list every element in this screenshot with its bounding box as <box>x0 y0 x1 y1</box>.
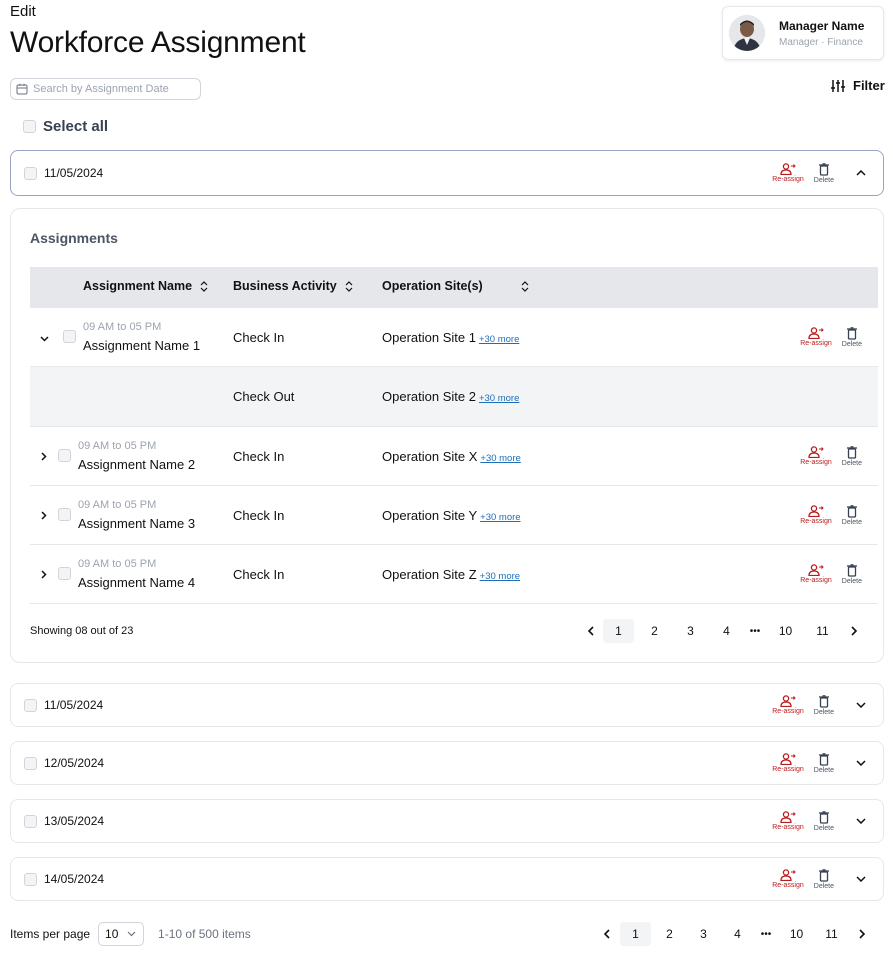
delete-button[interactable] <box>814 163 834 184</box>
assignment-name: Assignment Name 2 <box>78 457 196 472</box>
reassign-button[interactable] <box>772 753 804 773</box>
table-row[interactable] <box>30 545 878 604</box>
delete-label: Delete <box>841 518 862 526</box>
delete-button[interactable] <box>814 869 834 890</box>
sliders-icon <box>830 79 846 93</box>
chevron-left-icon <box>587 626 594 636</box>
chevron-right-icon <box>41 511 47 520</box>
row-checkbox[interactable] <box>58 449 71 462</box>
operation-site: Operation Site Z +30 more <box>382 567 521 582</box>
delete-button[interactable] <box>842 505 862 526</box>
chevron-down-icon <box>856 818 866 824</box>
search-box[interactable] <box>10 78 201 100</box>
date-group-header[interactable] <box>10 150 884 196</box>
page-button[interactable]: 1 <box>603 619 634 643</box>
person-avatar-icon <box>729 15 765 51</box>
more-sites-link[interactable]: +30 more <box>478 393 520 404</box>
edit-label: Edit <box>10 3 36 20</box>
user-reassign-icon <box>808 505 824 517</box>
more-sites-link[interactable]: +30 more <box>478 334 520 345</box>
row-expander[interactable] <box>38 333 50 345</box>
chevron-right-icon <box>851 626 858 636</box>
filter-label: Filter <box>853 78 885 93</box>
panel-pagination <box>577 619 869 643</box>
assignment-name: Assignment Name 3 <box>78 516 196 531</box>
delete-label: Delete <box>813 708 834 716</box>
delete-button[interactable] <box>814 753 834 774</box>
delete-button[interactable] <box>814 695 834 716</box>
delete-button[interactable] <box>842 564 862 585</box>
chevron-down-icon <box>40 336 49 342</box>
next-page-button[interactable] <box>848 922 876 946</box>
chevron-down-icon <box>127 931 136 937</box>
assignment-time: 09 AM to 05 PM <box>78 558 157 570</box>
items-per-page-value: 10 <box>105 927 119 941</box>
row-checkbox[interactable] <box>63 330 76 343</box>
user-name: Manager Name <box>779 18 865 33</box>
avatar <box>729 15 765 51</box>
date-group-checkbox[interactable] <box>24 167 37 180</box>
reassign-button[interactable] <box>772 163 804 183</box>
date-group-label: 11/05/2024 <box>44 166 104 180</box>
delete-button[interactable] <box>842 327 862 348</box>
page-button[interactable]: 11 <box>825 927 838 941</box>
reassign-button[interactable] <box>772 695 804 715</box>
delete-button[interactable] <box>814 811 834 832</box>
date-group-checkbox[interactable] <box>24 815 37 828</box>
trash-icon <box>818 753 830 766</box>
page-footer <box>10 922 251 946</box>
user-reassign-icon <box>780 811 796 823</box>
more-sites-link[interactable]: +30 more <box>479 571 521 582</box>
assignment-time: 09 AM to 05 PM <box>78 499 157 511</box>
select-all[interactable] <box>23 118 108 135</box>
reassign-label: Re-assign <box>800 518 832 525</box>
delete-label: Delete <box>841 577 862 585</box>
page-button[interactable]: 4 <box>734 927 741 941</box>
trash-icon <box>818 695 830 708</box>
page-button[interactable]: 3 <box>700 927 707 941</box>
table-row[interactable] <box>30 486 878 545</box>
reassign-label: Re-assign <box>772 766 804 773</box>
prev-page-button[interactable] <box>592 922 620 946</box>
chevron-left-icon <box>603 929 610 939</box>
table-row[interactable] <box>30 308 878 367</box>
operation-site: Operation Site Y +30 more <box>382 508 521 523</box>
chevron-down-icon <box>856 702 866 708</box>
user-reassign-icon <box>808 327 824 339</box>
date-group-label: 12/05/2024 <box>44 756 105 770</box>
date-group-label: 11/05/2024 <box>44 698 104 712</box>
sort-icon[interactable] <box>521 281 529 292</box>
items-per-page-label: Items per page <box>10 927 91 941</box>
user-profile-card[interactable] <box>722 6 884 60</box>
more-sites-link[interactable]: +30 more <box>480 512 521 523</box>
page-ellipsis: ••• <box>749 625 761 637</box>
filter-button[interactable] <box>830 78 885 93</box>
assignment-name: Assignment Name 4 <box>78 575 196 590</box>
trash-icon <box>818 163 830 176</box>
expand-toggle[interactable] <box>854 814 868 828</box>
items-per-page-select[interactable] <box>98 922 144 946</box>
reassign-label: Re-assign <box>772 708 804 715</box>
business-activity: Check In <box>233 567 285 582</box>
user-reassign-icon <box>780 695 796 707</box>
collapse-toggle[interactable] <box>854 166 868 180</box>
next-page-button[interactable] <box>839 619 869 643</box>
user-role: Manager · Finance <box>779 36 863 48</box>
expand-toggle[interactable] <box>854 872 868 886</box>
table-header <box>30 267 878 308</box>
delete-label: Delete <box>813 882 834 890</box>
business-activity: Check In <box>233 449 285 464</box>
reassign-label: Re-assign <box>800 577 832 584</box>
business-activity: Check In <box>233 508 285 523</box>
page-button[interactable]: 11 <box>816 624 829 638</box>
chevron-up-icon <box>856 170 866 176</box>
reassign-button[interactable] <box>800 446 832 466</box>
delete-label: Delete <box>813 766 834 774</box>
footer-pagination <box>592 922 876 946</box>
more-sites-link[interactable]: +30 more <box>480 453 521 464</box>
page-button[interactable]: 1 <box>620 922 651 946</box>
panel-title: Assignments <box>30 230 118 246</box>
reassign-label: Re-assign <box>800 340 832 347</box>
row-expander[interactable] <box>38 450 50 462</box>
assignment-time: 09 AM to 05 PM <box>78 440 157 452</box>
page-button[interactable]: 3 <box>687 624 694 638</box>
trash-icon <box>846 446 858 459</box>
assignments-panel <box>10 208 884 663</box>
date-group-header[interactable] <box>10 857 884 901</box>
select-all-checkbox[interactable] <box>23 120 36 133</box>
chevron-right-icon <box>41 452 47 461</box>
business-activity: Check In <box>233 330 285 345</box>
operation-site: Operation Site X +30 more <box>382 449 521 464</box>
user-reassign-icon <box>780 163 796 175</box>
date-group-header[interactable] <box>10 799 884 843</box>
reassign-button[interactable] <box>800 505 832 525</box>
date-group-checkbox[interactable] <box>24 873 37 886</box>
delete-label: Delete <box>813 176 834 184</box>
sort-icon[interactable] <box>345 281 353 292</box>
row-checkbox[interactable] <box>58 567 71 580</box>
reassign-label: Re-assign <box>772 824 804 831</box>
select-all-label: Select all <box>43 118 109 135</box>
items-range: 1-10 of 500 items <box>158 927 251 941</box>
date-group-header[interactable] <box>10 741 884 785</box>
business-activity: Check Out <box>233 389 295 404</box>
user-reassign-icon <box>808 564 824 576</box>
chevron-down-icon <box>856 760 866 766</box>
column-header-assignment-name: Assignment Name <box>83 279 208 293</box>
delete-label: Delete <box>813 824 834 832</box>
page-button[interactable]: 10 <box>778 624 793 638</box>
date-group-checkbox[interactable] <box>24 699 37 712</box>
chevron-right-icon <box>859 929 866 939</box>
sort-icon[interactable] <box>200 281 208 292</box>
date-group-header[interactable] <box>10 683 884 727</box>
reassign-button[interactable] <box>800 327 832 347</box>
reassign-label: Re-assign <box>800 459 832 466</box>
table-row[interactable] <box>30 427 878 486</box>
date-group-checkbox[interactable] <box>24 757 37 770</box>
expand-toggle[interactable] <box>854 698 868 712</box>
delete-button[interactable] <box>842 446 862 467</box>
column-header-business-activity: Business Activity <box>233 279 353 293</box>
reassign-button[interactable] <box>800 564 832 584</box>
assignment-name: Assignment Name 1 <box>83 338 201 353</box>
calendar-icon <box>16 83 28 95</box>
date-group-label: 14/05/2024 <box>44 872 105 886</box>
assignment-time: 09 AM to 05 PM <box>83 321 162 333</box>
column-header-operation-sites: Operation Site(s) <box>382 279 529 293</box>
trash-icon <box>818 869 830 882</box>
operation-site: Operation Site 2 +30 more <box>382 389 520 404</box>
table-subrow <box>30 367 878 427</box>
trash-icon <box>818 811 830 824</box>
delete-label: Delete <box>841 340 862 348</box>
row-checkbox[interactable] <box>58 508 71 521</box>
user-reassign-icon <box>808 446 824 458</box>
expand-toggle[interactable] <box>854 756 868 770</box>
reassign-button[interactable] <box>772 811 804 831</box>
reassign-label: Re-assign <box>772 176 804 183</box>
trash-icon <box>846 327 858 340</box>
page-title: Workforce Assignment <box>10 26 306 59</box>
reassign-label: Re-assign <box>772 882 804 889</box>
trash-icon <box>846 564 858 577</box>
row-expander[interactable] <box>38 568 50 580</box>
page-button[interactable]: 4 <box>723 624 730 638</box>
showing-count: Showing 08 out of 23 <box>30 625 134 637</box>
user-reassign-icon <box>780 753 796 765</box>
prev-page-button[interactable] <box>577 619 603 643</box>
operation-site: Operation Site 1 +30 more <box>382 330 520 345</box>
trash-icon <box>846 505 858 518</box>
page-button[interactable]: 2 <box>651 624 658 638</box>
reassign-button[interactable] <box>772 869 804 889</box>
row-expander[interactable] <box>38 509 50 521</box>
chevron-right-icon <box>41 570 47 579</box>
page-button[interactable]: 2 <box>666 927 673 941</box>
user-reassign-icon <box>780 869 796 881</box>
date-group-label: 13/05/2024 <box>44 814 105 828</box>
page-ellipsis: ••• <box>760 928 772 940</box>
delete-label: Delete <box>841 459 862 467</box>
chevron-down-icon <box>856 876 866 882</box>
search-input[interactable] <box>33 83 193 95</box>
page-button[interactable]: 10 <box>789 927 804 941</box>
